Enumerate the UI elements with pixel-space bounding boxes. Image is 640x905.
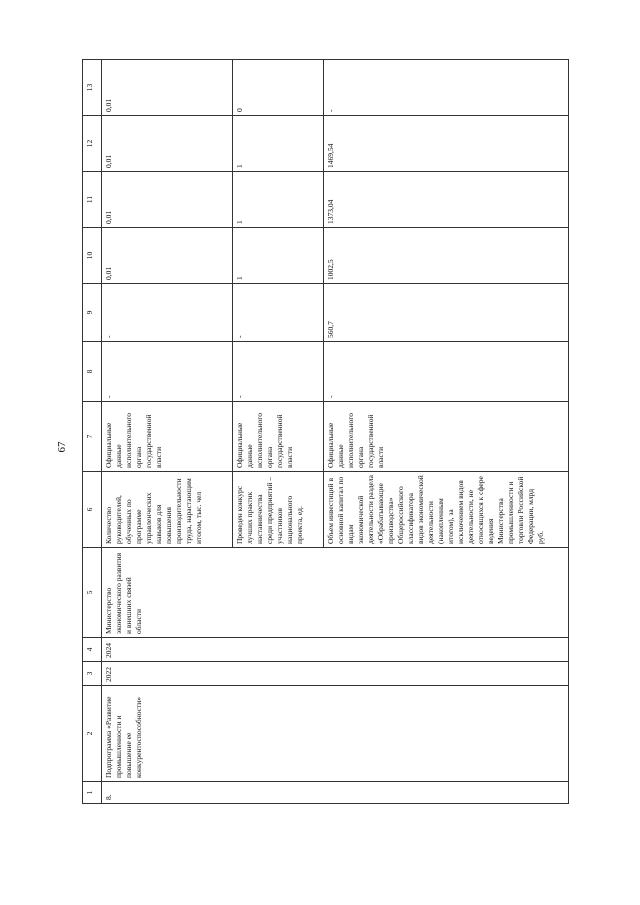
rotated-table-container	[82, 60, 557, 804]
value-cell: 0,01	[102, 60, 233, 116]
program-executor: Министерство экономического развития и внешних связей области	[102, 548, 569, 638]
value-cell: 560,7	[324, 284, 569, 342]
indicator-source: Официальные данные исполнительного органа государственной власти	[324, 402, 569, 472]
indicator-name: Количество руководителей, обученных по программе управленческих навыков для повышения производительности труда, нарастающим итогом, тыс. чел	[102, 472, 233, 548]
program-end-year: 2024	[102, 638, 569, 662]
header-cell: 7	[83, 402, 102, 472]
value-cell: 1469,54	[324, 116, 569, 172]
value-cell: -	[233, 284, 324, 342]
value-cell: -	[102, 284, 233, 342]
value-cell: 1373,04	[324, 172, 569, 228]
program-name: Подпрограмма «Развитие промышленности и повышение ее конкурентоспособности»	[102, 686, 569, 782]
value-cell: -	[102, 342, 233, 402]
value-cell: 1002,5	[324, 228, 569, 284]
page-number-text: 67	[56, 441, 68, 453]
value-cell: 0	[233, 60, 324, 116]
indicator-source: Официальные данные исполнительного органа государственной власти	[102, 402, 233, 472]
header-cell: 8	[83, 342, 102, 402]
indicator-name: Объем инвестиций в основной капитал по видам экономической деятельности раздела «Обрабатывающие производства» Общероссийского классификатора видов экономической деятельности (накопленным итогом), за исключением видов деятельности, не относящихся к сфере ведения Министерства промышленности и торговли Российской Федерации, млрд руб.	[324, 472, 569, 548]
value-cell: 1	[233, 228, 324, 284]
header-cell: 3	[83, 662, 102, 686]
header-cell: 5	[83, 548, 102, 638]
header-cell: 2	[83, 686, 102, 782]
header-cell: 11	[83, 172, 102, 228]
header-cell: 13	[83, 60, 102, 116]
header-cell: 10	[83, 228, 102, 284]
value-cell: -	[324, 60, 569, 116]
value-cell: 1	[233, 116, 324, 172]
header-cell: 6	[83, 472, 102, 548]
page-number	[56, 432, 68, 462]
value-cell: 0,01	[102, 228, 233, 284]
value-cell: -	[324, 342, 569, 402]
indicator-name: Проведен конкурс лучших практик наставничества среди предприятий – участников национального проекта, ед.	[233, 472, 324, 548]
header-cell: 1	[83, 782, 102, 804]
value-cell: 0,01	[102, 172, 233, 228]
value-cell: 1	[233, 172, 324, 228]
program-number: 8.	[102, 782, 569, 804]
indicators-table	[82, 59, 569, 804]
header-row	[83, 60, 102, 804]
header-cell: 12	[83, 116, 102, 172]
indicator-source: Официальные данные исполнительного органа государственной власти	[233, 402, 324, 472]
value-cell: -	[233, 342, 324, 402]
header-cell: 4	[83, 638, 102, 662]
header-cell: 9	[83, 284, 102, 342]
program-start-year: 2022	[102, 662, 569, 686]
table-row	[102, 60, 233, 804]
value-cell: 0,01	[102, 116, 233, 172]
